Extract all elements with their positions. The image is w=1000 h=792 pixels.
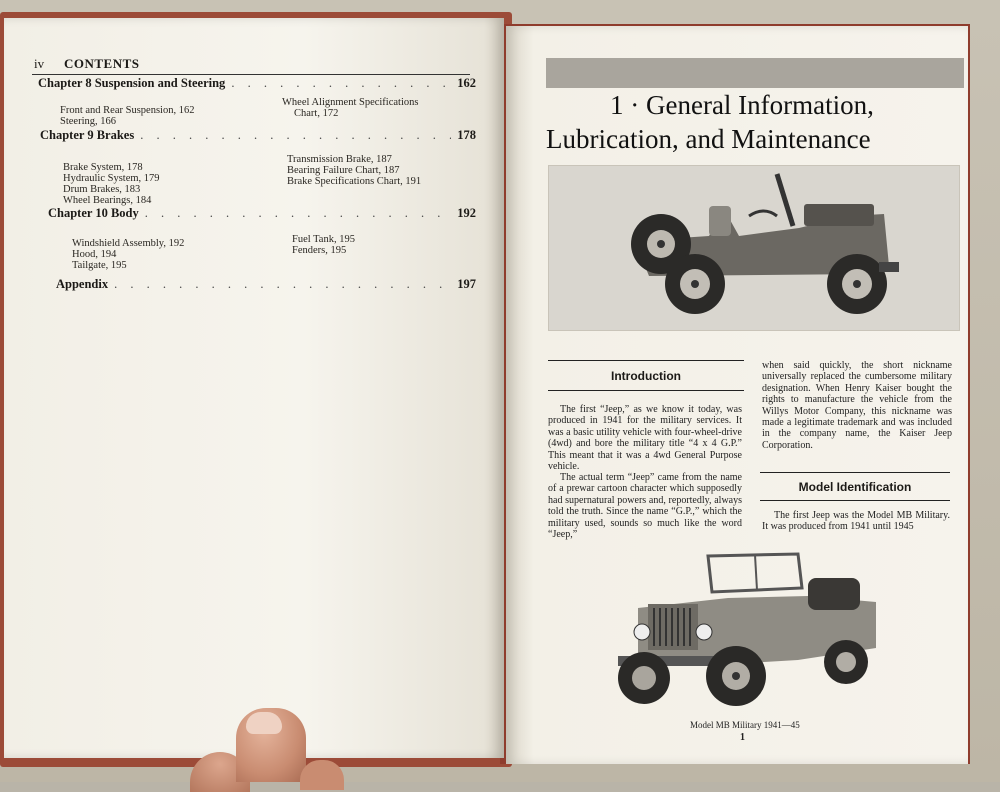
toc-chapter-title: Chapter 9 Brakes — [40, 128, 135, 142]
toc-entry: Front and Rear Suspension, 162 — [60, 105, 195, 116]
toc-chapter-title: Appendix — [56, 277, 109, 291]
chapter-title-line2: Lubrication, and Maintenance — [546, 124, 871, 154]
toc-entry: Windshield Assembly, 192 — [72, 238, 185, 249]
introduction-heading: Introduction — [611, 369, 681, 383]
toc-entry: Wheel Bearings, 184 — [63, 195, 152, 206]
header-rule — [32, 74, 470, 75]
toc-entry: Chart, 172 — [294, 108, 339, 119]
intro-paragraph-1: The first “Jeep,” as we know it today, was produced in 1941 for the military services. It was a basic utility vehicle with four-wheel-drive (4wd) and bore the military title “4 x 4 G.P.” This meant that it was a 4wd General Purpose vehicle. — [548, 404, 742, 473]
leader-dots — [140, 128, 451, 143]
toc-entry: Hydraulic System, 179 — [63, 173, 160, 184]
toc-entry: Brake System, 178 — [63, 162, 143, 173]
toc-entries-right — [292, 234, 355, 256]
left-page-number: iv — [34, 56, 45, 71]
jeep-side-image — [549, 166, 959, 330]
leader-dots — [231, 76, 451, 91]
section-rule — [760, 472, 950, 473]
toc-chapter-page: 162 — [457, 76, 476, 90]
toc-entries-right — [282, 97, 418, 119]
section-rule — [760, 500, 950, 501]
section-rule — [548, 360, 744, 361]
photo-caption: Model MB Military 1941—45 — [690, 720, 800, 730]
contents-header: CONTENTS — [64, 56, 140, 71]
toc-entry: Tailgate, 195 — [72, 260, 127, 271]
toc-chapter-10[interactable] — [48, 206, 476, 221]
toc-chapter-title: Chapter 10 Body — [48, 206, 139, 220]
right-page-number: 1 — [740, 732, 745, 743]
toc-entry: Fenders, 195 — [292, 245, 347, 256]
toc-chapter-page: 178 — [457, 128, 476, 142]
toc-chapter-page: 192 — [457, 206, 476, 220]
toc-chapter-title: Chapter 8 Suspension and Steering — [38, 76, 226, 90]
chapter-title-bar — [546, 58, 964, 88]
toc-chapter-page: 197 — [457, 277, 476, 291]
toc-entry: Fuel Tank, 195 — [292, 234, 355, 245]
toc-entry: Drum Brakes, 183 — [63, 184, 141, 195]
section-rule — [548, 390, 744, 391]
toc-entries-left — [63, 162, 160, 206]
column2-paragraph: when said quickly, the short nickname universally replaced the cumbersome military designation. When Henry Kaiser bought the rights to manufacture the vehicle from the Willys Motor Company, this nickname was made a legitimate trademark and was included in the company name, the Kaiser Jeep Corporation. — [762, 360, 952, 451]
toc-entries-left — [60, 105, 194, 127]
toc-entry: Wheel Alignment Specifications — [282, 97, 419, 108]
toc-entry: Brake Specifications Chart, 191 — [287, 176, 422, 187]
toc-entry: Transmission Brake, 187 — [287, 154, 392, 165]
toc-appendix[interactable] — [56, 277, 476, 292]
intro-paragraph-2: The actual term “Jeep” came from the name of a prewar cartoon character which supposedly had supernatural powers and, reportedly, always told the truth. Since the name “G.P.,” which the military used, sounds so much like the word “Jeep,” — [548, 472, 742, 541]
toc-entry: Steering, 166 — [60, 116, 116, 127]
jeep-photo-bottom — [608, 548, 886, 718]
finger — [300, 760, 344, 790]
chapter-title-line1: 1 · General Information, — [610, 90, 874, 120]
model-paragraph: The first Jeep was the Model MB Military. It was produced from 1941 until 1945 — [762, 510, 950, 533]
jeep-photo-top — [548, 165, 960, 331]
leader-dots — [114, 277, 451, 292]
leader-dots — [145, 206, 451, 221]
toc-entry: Bearing Failure Chart, 187 — [287, 165, 400, 176]
toc-chapter-9[interactable] — [40, 128, 476, 143]
toc-chapter-8[interactable] — [38, 76, 476, 91]
thumbnail — [246, 712, 282, 734]
toc-entries-right — [287, 154, 421, 187]
toc-entry: Hood, 194 — [72, 249, 117, 260]
toc-entries-left — [72, 238, 184, 271]
model-identification-heading: Model Identification — [798, 480, 912, 494]
jeep-mb-image — [608, 548, 886, 718]
